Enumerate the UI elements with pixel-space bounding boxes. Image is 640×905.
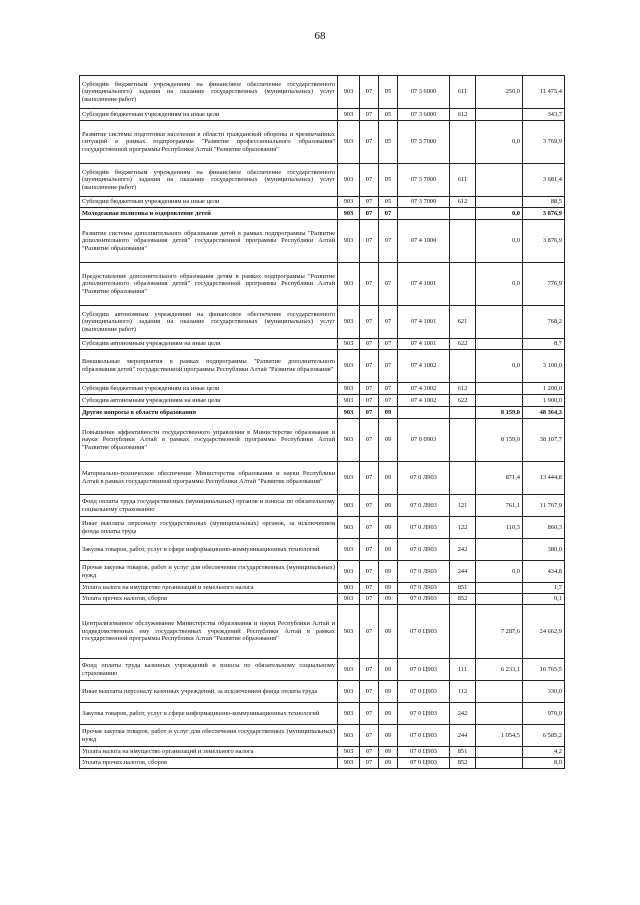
expense-type-code: 851: [450, 747, 476, 758]
target-article-code: 07 0 Л903: [398, 462, 450, 495]
ved-code: 903: [338, 407, 360, 419]
amount-1: [476, 197, 523, 208]
amount-2: 11 475,4: [523, 76, 565, 109]
amount-2: 1,7: [523, 583, 565, 594]
section-code: 07: [360, 383, 379, 395]
row-name: Централизованное обслуживание Министерства образования и науки Республики Алтай и подведомственных ему государственных учреждений Республики Алтай в рамках государственной программы Республики Алтай "Развитие образования": [80, 605, 338, 659]
ved-code: 903: [338, 350, 360, 383]
section-code: 07: [360, 681, 379, 703]
amount-2: 434,8: [523, 561, 565, 583]
section-code: 07: [360, 220, 379, 263]
target-article-code: 07 0 Л903: [398, 583, 450, 594]
subsection-code: 09: [379, 758, 398, 769]
ved-code: 903: [338, 208, 360, 220]
section-code: 07: [360, 395, 379, 407]
table-row: [80, 419, 565, 462]
expense-type-code: 112: [450, 681, 476, 703]
amount-1: 0,0: [476, 121, 523, 164]
expense-type-code: 242: [450, 539, 476, 561]
amount-1: 761,1: [476, 495, 523, 517]
target-article-code: 07 4 1002: [398, 395, 450, 407]
subsection-code: 09: [379, 517, 398, 539]
ved-code: 903: [338, 561, 360, 583]
row-name: Субсидии бюджетным учреждениям на иные цели: [80, 383, 338, 395]
row-name: Субсидии бюджетным учреждениям на финансовое обеспечение государственного (муниципального) задания на оказание государственных (муниципальных) услуг (выполнение работ): [80, 164, 338, 197]
section-code: 07: [360, 758, 379, 769]
expense-type-code: 622: [450, 339, 476, 350]
ved-code: 903: [338, 583, 360, 594]
amount-1: [476, 539, 523, 561]
row-name: Фонд оплаты труда государственных (муниципальных) органов и взносы по обязательному социальному страхованию: [80, 495, 338, 517]
target-article-code: 07 0 Ц903: [398, 681, 450, 703]
subsection-code: 07: [379, 350, 398, 383]
ved-code: 903: [338, 605, 360, 659]
ved-code: 903: [338, 121, 360, 164]
section-code: 07: [360, 339, 379, 350]
row-name: Фонд оплаты труда казенных учреждений и взносы по обязательному социальному страхованию: [80, 659, 338, 681]
amount-2: 8,0: [523, 758, 565, 769]
amount-1: 250,0: [476, 76, 523, 109]
section-code: 07: [360, 517, 379, 539]
subsection-code: 09: [379, 462, 398, 495]
amount-1: [476, 681, 523, 703]
table-row: [80, 725, 565, 747]
target-article-code: 07 0 Ц903: [398, 725, 450, 747]
amount-1: [476, 164, 523, 197]
subsection-code: 09: [379, 561, 398, 583]
row-name: Прочая закупка товаров, работ и услуг для обеспечения государственных (муниципальных) нужд: [80, 725, 338, 747]
section-code: 07: [360, 121, 379, 164]
amount-1: [476, 395, 523, 407]
target-article-code: 07 4 1000: [398, 220, 450, 263]
expense-type-code: [450, 263, 476, 306]
section-code: 07: [360, 197, 379, 208]
row-name: Субсидии автономным учреждениям на иные цели: [80, 339, 338, 350]
target-article-code: 07 3 7000: [398, 121, 450, 164]
table-row-section: [80, 407, 565, 419]
expense-type-code: 242: [450, 703, 476, 725]
amount-1: 6 233,1: [476, 659, 523, 681]
expense-type-code: 611: [450, 164, 476, 197]
table-row: [80, 76, 565, 109]
amount-2: 776,9: [523, 263, 565, 306]
expense-type-code: [450, 407, 476, 419]
subsection-code: 05: [379, 164, 398, 197]
table-row: [80, 517, 565, 539]
amount-2: 3 876,9: [523, 208, 565, 220]
subsection-code: 07: [379, 383, 398, 395]
amount-2: 3 100,0: [523, 350, 565, 383]
ved-code: 903: [338, 306, 360, 339]
section-code: 07: [360, 350, 379, 383]
ved-code: 903: [338, 594, 360, 605]
row-name: Развитие системы дополнительного образования детей в рамках подпрограммы "Развитие дополнительного образования детей" государственной программы Республики Алтай "Развитие образования": [80, 220, 338, 263]
section-code: 07: [360, 407, 379, 419]
subsection-code: 05: [379, 109, 398, 121]
amount-2: 1 200,0: [523, 383, 565, 395]
amount-1: [476, 747, 523, 758]
target-article-code: 07 0 Ц903: [398, 747, 450, 758]
row-name: Субсидии автономным учреждениям на иные цели: [80, 395, 338, 407]
row-name: Иные выплаты персоналу казенных учреждений, за исключением фонда оплаты труда: [80, 681, 338, 703]
target-article-code: 07 4 1002: [398, 350, 450, 383]
target-article-code: 07 0 Ц903: [398, 703, 450, 725]
expense-type-code: 611: [450, 76, 476, 109]
table-row: [80, 306, 565, 339]
ved-code: 903: [338, 109, 360, 121]
row-name: Субсидии бюджетным учреждениям на финансовое обеспечение государственного (муниципального) задания на оказание государственных (муниципальных) услуг (выполнение работ): [80, 76, 338, 109]
target-article-code: 07 4 1001: [398, 339, 450, 350]
table-row: [80, 263, 565, 306]
table-row: [80, 583, 565, 594]
expense-type-code: 122: [450, 517, 476, 539]
table-row: [80, 747, 565, 758]
section-code: 07: [360, 109, 379, 121]
target-article-code: [398, 407, 450, 419]
table-row: [80, 561, 565, 583]
amount-2: 0,1: [523, 594, 565, 605]
target-article-code: 07 3 7000: [398, 197, 450, 208]
section-code: 07: [360, 539, 379, 561]
table-row: [80, 681, 565, 703]
section-code: 07: [360, 76, 379, 109]
subsection-code: 09: [379, 407, 398, 419]
ved-code: 903: [338, 76, 360, 109]
subsection-code: 09: [379, 681, 398, 703]
expense-type-code: 612: [450, 109, 476, 121]
expense-type-code: 612: [450, 383, 476, 395]
row-name: Внешкольные мероприятия в рамках подпрограммы "Развитие дополнительного образования детей" государственной программы Республики Алтай "Развитие образования": [80, 350, 338, 383]
amount-2: 8,7: [523, 339, 565, 350]
target-article-code: 07 0 Л903: [398, 561, 450, 583]
amount-1: 0,0: [476, 350, 523, 383]
section-code: 07: [360, 419, 379, 462]
amount-2: 13 444,8: [523, 462, 565, 495]
table-row: [80, 383, 565, 395]
target-article-code: 07 0 0903: [398, 419, 450, 462]
target-article-code: 07 3 6000: [398, 109, 450, 121]
amount-1: 0,0: [476, 561, 523, 583]
table-row: [80, 539, 565, 561]
amount-2: 16 765,5: [523, 659, 565, 681]
row-name: Субсидии бюджетным учреждениям на иные цели: [80, 109, 338, 121]
table-row-section: [80, 208, 565, 220]
subsection-code: 07: [379, 263, 398, 306]
ved-code: 903: [338, 495, 360, 517]
expense-type-code: 612: [450, 197, 476, 208]
subsection-code: 07: [379, 339, 398, 350]
subsection-code: 09: [379, 539, 398, 561]
expense-type-code: 244: [450, 561, 476, 583]
target-article-code: 07 0 Л903: [398, 594, 450, 605]
table-body: [80, 76, 565, 769]
amount-1: [476, 758, 523, 769]
expense-type-code: [450, 419, 476, 462]
ved-code: 903: [338, 339, 360, 350]
section-code: 07: [360, 462, 379, 495]
subsection-code: 09: [379, 659, 398, 681]
amount-1: 871,4: [476, 462, 523, 495]
subsection-code: 09: [379, 419, 398, 462]
table-row: [80, 350, 565, 383]
subsection-code: 09: [379, 703, 398, 725]
amount-1: [476, 594, 523, 605]
table-row: [80, 703, 565, 725]
ved-code: 903: [338, 747, 360, 758]
subsection-code: 09: [379, 583, 398, 594]
target-article-code: 07 3 6000: [398, 76, 450, 109]
expense-type-code: [450, 220, 476, 263]
section-code: 07: [360, 747, 379, 758]
section-code: 07: [360, 495, 379, 517]
amount-2: 4,2: [523, 747, 565, 758]
amount-1: [476, 583, 523, 594]
table-row: [80, 659, 565, 681]
amount-2: 38 107,7: [523, 419, 565, 462]
table-row: [80, 339, 565, 350]
amount-2: 1 900,0: [523, 395, 565, 407]
row-name: Закупка товаров, работ, услуг в сфере информационно-коммуникационных технологий: [80, 539, 338, 561]
row-name: Уплата налога на имущество организаций и земельного налога: [80, 583, 338, 594]
target-article-code: 07 4 1002: [398, 383, 450, 395]
table-row: [80, 462, 565, 495]
target-article-code: 07 0 Л903: [398, 539, 450, 561]
budget-table: [79, 75, 565, 769]
ved-code: 903: [338, 395, 360, 407]
subsection-code: 07: [379, 220, 398, 263]
subsection-code: 05: [379, 76, 398, 109]
expense-type-code: [450, 462, 476, 495]
target-article-code: 07 4 1001: [398, 306, 450, 339]
subsection-code: 09: [379, 605, 398, 659]
subsection-code: 09: [379, 594, 398, 605]
section-code: 07: [360, 594, 379, 605]
expense-type-code: [450, 605, 476, 659]
amount-2: 768,2: [523, 306, 565, 339]
table-row: [80, 121, 565, 164]
table-row: [80, 605, 565, 659]
amount-2: 3 769,9: [523, 121, 565, 164]
row-name: Иные выплаты персоналу государственных (муниципальных) органов, за исключением фонда оплаты труда: [80, 517, 338, 539]
section-code: 07: [360, 306, 379, 339]
ved-code: 903: [338, 725, 360, 747]
expense-type-code: [450, 350, 476, 383]
subsection-code: 07: [379, 208, 398, 220]
section-code: 07: [360, 659, 379, 681]
table-row: [80, 594, 565, 605]
amount-1: 7 287,6: [476, 605, 523, 659]
amount-2: 970,0: [523, 703, 565, 725]
section-code: 07: [360, 605, 379, 659]
amount-2: 343,7: [523, 109, 565, 121]
ved-code: 903: [338, 659, 360, 681]
expense-type-code: 621: [450, 306, 476, 339]
section-code: 07: [360, 725, 379, 747]
row-name: Повышение эффективности государственного управления в Министерстве образования и науки Республики Алтай в рамках государственной программы Республики Алтай "Развитие образования": [80, 419, 338, 462]
expense-type-code: 852: [450, 594, 476, 605]
ved-code: 903: [338, 539, 360, 561]
ved-code: 903: [338, 197, 360, 208]
row-name: Уплата прочих налогов, сборов: [80, 758, 338, 769]
amount-2: 11 767,9: [523, 495, 565, 517]
table-row: [80, 109, 565, 121]
table-row: [80, 197, 565, 208]
target-article-code: 07 0 Ц903: [398, 659, 450, 681]
amount-1: 0,0: [476, 208, 523, 220]
expense-type-code: 851: [450, 583, 476, 594]
ved-code: 903: [338, 383, 360, 395]
amount-2: 24 662,9: [523, 605, 565, 659]
target-article-code: [398, 208, 450, 220]
subsection-code: 07: [379, 306, 398, 339]
table-row: [80, 758, 565, 769]
ved-code: 903: [338, 220, 360, 263]
subsection-code: 05: [379, 121, 398, 164]
section-code: 07: [360, 561, 379, 583]
table-row: [80, 495, 565, 517]
row-name: Материально-техническое обеспечение Министерства образования и науки Республики Алтай в рамках государственной программы Республики Алтай "Развитие образования": [80, 462, 338, 495]
subsection-code: 07: [379, 395, 398, 407]
ved-code: 903: [338, 681, 360, 703]
ved-code: 903: [338, 703, 360, 725]
subsection-code: 09: [379, 725, 398, 747]
subsection-code: 09: [379, 495, 398, 517]
target-article-code: 07 0 Ц903: [398, 605, 450, 659]
section-code: 07: [360, 164, 379, 197]
ved-code: 903: [338, 517, 360, 539]
ved-code: 903: [338, 164, 360, 197]
ved-code: 903: [338, 758, 360, 769]
row-name: Другие вопросы в области образования: [80, 407, 338, 419]
row-name: Закупка товаров, работ, услуг в сфере информационно-коммуникационных технологий: [80, 703, 338, 725]
expense-type-code: [450, 208, 476, 220]
ved-code: 903: [338, 419, 360, 462]
amount-1: 0,0: [476, 220, 523, 263]
target-article-code: 07 4 1001: [398, 263, 450, 306]
row-name: Прочая закупка товаров, работ и услуг для обеспечения государственных (муниципальных) нужд: [80, 561, 338, 583]
section-code: 07: [360, 208, 379, 220]
row-name: Уплата налога на имущество организаций и земельного налога: [80, 747, 338, 758]
expense-type-code: 622: [450, 395, 476, 407]
amount-2: 330,0: [523, 681, 565, 703]
table-row: [80, 164, 565, 197]
amount-1: [476, 703, 523, 725]
row-name: Развитие системы подготовки населения в области гражданской обороны и чрезвычайных ситуаций в рамках подпрограммы "Развитие профессионального образования" государственной программы Республики Алтай "Развитие образования": [80, 121, 338, 164]
ved-code: 903: [338, 462, 360, 495]
amount-2: 380,0: [523, 539, 565, 561]
amount-2: 860,3: [523, 517, 565, 539]
amount-1: [476, 383, 523, 395]
subsection-code: 09: [379, 747, 398, 758]
amount-1: [476, 339, 523, 350]
amount-2: 3 681,4: [523, 164, 565, 197]
section-code: 07: [360, 263, 379, 306]
amount-2: 88,5: [523, 197, 565, 208]
section-code: 07: [360, 703, 379, 725]
amount-2: 48 364,3: [523, 407, 565, 419]
amount-1: 8 159,0: [476, 407, 523, 419]
amount-2: 3 876,9: [523, 220, 565, 263]
row-name: Молодежная политика и оздоровление детей: [80, 208, 338, 220]
amount-1: 110,3: [476, 517, 523, 539]
subsection-code: 05: [379, 197, 398, 208]
expense-type-code: [450, 121, 476, 164]
amount-1: 1 054,5: [476, 725, 523, 747]
row-name: Субсидии бюджетным учреждениям на иные цели: [80, 197, 338, 208]
expense-type-code: 852: [450, 758, 476, 769]
target-article-code: 07 0 Ц903: [398, 758, 450, 769]
table-row: [80, 395, 565, 407]
amount-1: 8 159,0: [476, 419, 523, 462]
amount-1: [476, 109, 523, 121]
target-article-code: 07 0 Л903: [398, 495, 450, 517]
amount-1: 0,0: [476, 263, 523, 306]
expense-type-code: 111: [450, 659, 476, 681]
ved-code: 903: [338, 263, 360, 306]
target-article-code: 07 3 7000: [398, 164, 450, 197]
row-name: Уплата прочих налогов, сборов: [80, 594, 338, 605]
amount-1: [476, 306, 523, 339]
target-article-code: 07 0 Л903: [398, 517, 450, 539]
row-name: Субсидии автономным учреждениям на финансовое обеспечение государственного (муниципального) задания на оказание государственных (муниципальных) услуг (выполнение работ): [80, 306, 338, 339]
section-code: 07: [360, 583, 379, 594]
row-name: Предоставление дополнительного образования детям в рамках подпрограммы "Развитие дополнительного образования детей" государственной программы Республики Алтай "Развитие образования": [80, 263, 338, 306]
table-row: [80, 220, 565, 263]
expense-type-code: 121: [450, 495, 476, 517]
page-number: 68: [314, 30, 326, 42]
expense-type-code: 244: [450, 725, 476, 747]
amount-2: 6 585,2: [523, 725, 565, 747]
